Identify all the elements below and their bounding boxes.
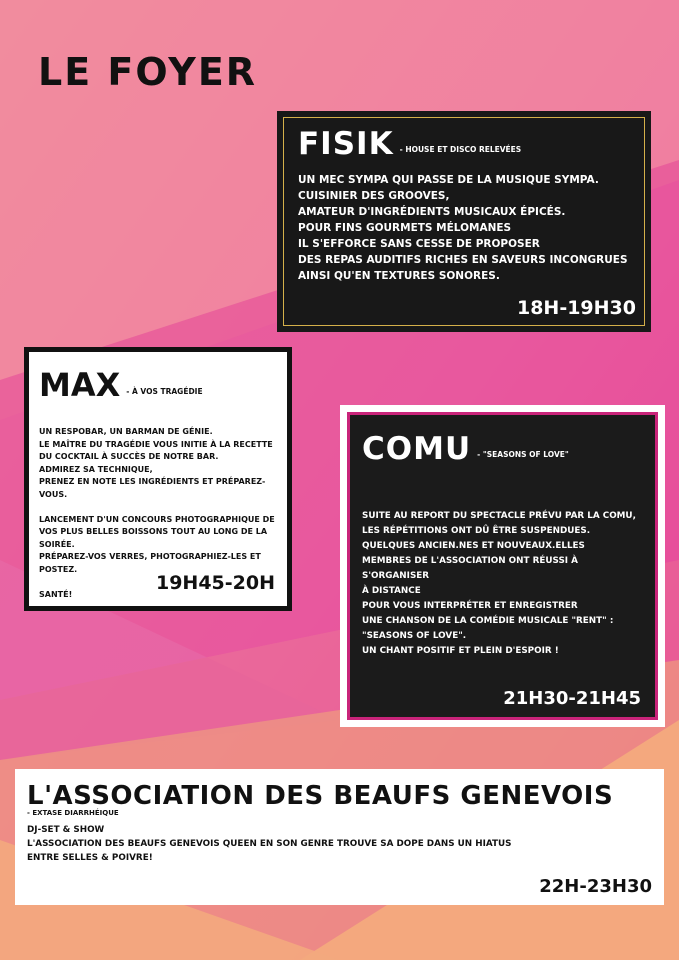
- act-time-max: 19H45-20H: [155, 572, 275, 594]
- description-line: POUR FINS GOURMETS MÉLOMANES: [298, 222, 512, 234]
- description-line: AINSI QU'EN TEXTURES SONORES.: [298, 270, 500, 282]
- description-line: PRENEZ EN NOTE LES INGRÉDIENTS ET PRÉPAREZ-VOUS.: [39, 477, 266, 499]
- description-line: AMATEUR D'INGRÉDIENTS MUSICAUX ÉPICÉS.: [298, 206, 566, 218]
- act-description-comu: [362, 509, 643, 659]
- description-line: IL S'EFFORCE SANS CESSE DE PROPOSER: [298, 238, 540, 250]
- description-line: DU COCKTAIL À SUCCÈS DE NOTRE BAR.: [39, 452, 219, 461]
- description-line: VOS PLUS BELLES BOISSONS TOUT AU LONG DE LA SOIRÉE.: [39, 527, 268, 549]
- description-line: UN CHANT POSITIF ET PLEIN D'ESPOIR !: [362, 646, 559, 656]
- description-line: PRÉPAREZ-VOS VERRES, PHOTOGRAPHIEZ-LES ET POSTEZ.: [39, 552, 261, 574]
- description-line: UN RESPOBAR, UN BARMAN DE GÉNIE.: [39, 427, 213, 436]
- act-name-fisik: FISIK: [298, 126, 394, 162]
- act-tagline-fisik: - HOUSE ET DISCO RELEVÉES: [399, 145, 522, 154]
- act-card-fisik-frame: [283, 117, 645, 326]
- description-line: À DISTANCE: [362, 586, 421, 596]
- act-time-comu: 21H30-21H45: [503, 688, 641, 709]
- description-line: LANCEMENT D'UN CONCOURS PHOTOGRAPHIQUE DE: [39, 514, 275, 524]
- description-line: CUISINIER DES GROOVES,: [298, 190, 450, 202]
- act-tagline-comu: - "SEASONS OF LOVE": [477, 450, 569, 459]
- act-card-fisik: [277, 111, 651, 332]
- act-tagline-beaufs: - EXTASE DIARRHÉIQUE: [27, 809, 119, 817]
- description-line: UN MEC SYMPA QUI PASSE DE LA MUSIQUE SYMPA.: [298, 174, 599, 186]
- act-time-beaufs: 22H-23H30: [539, 876, 652, 897]
- description-line: SUITE AU REPORT DU SPECTACLE PRÉVU PAR LA COMU,: [362, 511, 636, 521]
- act-description-fisik: [298, 172, 630, 284]
- description-line: ENTRE SELLES & POIVRE!: [27, 853, 153, 863]
- act-name-beaufs: L'ASSOCIATION DES BEAUFS GENEVOIS: [27, 781, 614, 811]
- act-card-comu-frame: [347, 412, 658, 720]
- act-card-beaufs: [15, 769, 664, 905]
- description-line: POUR VOUS INTERPRÉTER ET ENREGISTRER: [362, 601, 578, 611]
- description-line: DES REPAS AUDITIFS RICHES EN SAVEURS INCONGRUES: [298, 254, 628, 266]
- page-title: LE FOYER: [38, 50, 258, 94]
- act-card-max: [24, 347, 292, 611]
- description-line: LE MAÎTRE DU TRAGÉDIE VOUS INITIE À LA RECETTE: [39, 439, 273, 449]
- act-name-comu: COMU: [362, 431, 472, 467]
- act-name-max: MAX: [39, 366, 121, 404]
- description-line: ADMIREZ SA TECHNIQUE,: [39, 464, 153, 474]
- act-time-fisik: 18H-19H30: [516, 297, 636, 319]
- description-line: SANTÉ!: [39, 589, 73, 599]
- act-description-beaufs: [27, 823, 652, 865]
- description-line: QUELQUES ANCIEN.NES ET NOUVEAUX.ELLES: [362, 541, 585, 551]
- act-tagline-max: - À VOS TRAGÉDIE: [126, 387, 203, 396]
- description-line: "SEASONS OF LOVE".: [362, 631, 467, 641]
- description-spacer: [39, 501, 277, 514]
- description-line: L'ASSOCIATION DES BEAUFS GENEVOIS QUEEN EN SON GENRE TROUVE SA DOPE DANS UN HIATUS: [27, 839, 512, 849]
- description-line: DJ-SET & SHOW: [27, 825, 105, 835]
- description-line: LES RÉPÉTITIONS ONT DÛ ÊTRE SUSPENDUES.: [362, 526, 591, 536]
- act-card-comu: [340, 405, 665, 727]
- description-line: MEMBRES DE L'ASSOCIATION ONT RÉUSSI À S'ORGANISER: [362, 556, 578, 581]
- description-line: UNE CHANSON DE LA COMÉDIE MUSICALE "RENT" :: [362, 616, 614, 626]
